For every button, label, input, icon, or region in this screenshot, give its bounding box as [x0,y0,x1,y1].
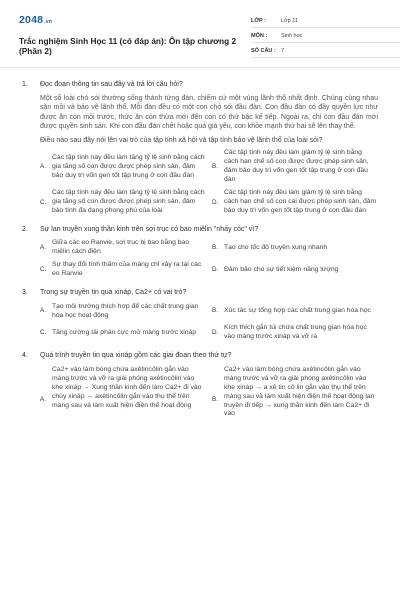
question-header [22,288,378,297]
option-d[interactable] [212,324,378,342]
option-letter: B. [212,163,218,171]
option-d[interactable] [212,261,378,279]
option-letter: C. [40,329,47,337]
question-number: 3. [22,289,28,297]
option-letter: A. [40,244,46,252]
question-text: Quá trình truyền tin qua xináp gồm các giai đoạn theo thứ tự? [40,352,232,360]
option-letter: D. [212,198,219,206]
meta-value: Sinh học [281,32,303,39]
option-letter: B. [212,395,218,403]
option-text: Sự thay đổi tính thấm của màng chỉ xảy ra tại các eo Ranvie [52,261,202,278]
meta-row-count [251,46,400,58]
meta-value: Lớp 11 [281,17,298,24]
option-b[interactable] [212,303,378,321]
option-c[interactable] [40,261,206,279]
logo-text: 2048 [19,14,44,26]
logo-suffix: .vn [44,19,52,25]
meta-key: SỐ CÂU : [251,47,276,54]
page-title: Trắc nghiệm Sinh Học 11 (có đáp án): Ôn tập chương 2 (Phần 2) [19,36,237,57]
option-text: Các tập tính này đều làm giảm tỷ lệ sinh bằng cách hạn chế số con cái được phép sinh sản, đảm bảo duy trì vốn gen tốt tập trung ở con đầu đàn [224,189,377,215]
option-c[interactable] [40,324,206,342]
option-b[interactable] [212,239,378,257]
question-text: Sự lan truyền xung thần kinh trên sợi trục có bao miêlin "nhảy cóc" vì? [40,226,259,234]
option-text: Giữa các eo Ranvie, sợi trục bị bao bằng bao miêlin cách điện [52,239,190,256]
option-text: Ca2+ vào làm bóng chứa axêtincôlin gắn vào màng trước và vỡ ra giải phóng axêtincôlin vào khe xináp → a xê tin cô lin gắn vào thụ thể trên màng sau và làm xuất hiện điện thế hoạt động lan truyền đi tiếp → xung thần kinh đến làm Ca2+ đi vào [224,365,375,418]
option-text: Kích thích gắn túi chứa chất trung gian hóa học vào màng trước xináp và vỡ ra [224,324,367,341]
option-d[interactable] [212,189,378,216]
option-letter: D. [212,266,219,274]
question-3 [22,288,378,342]
answer-options [40,149,378,216]
option-text: Ca2+ vào làm bóng chứa axêtincôlin gắn vào màng trước và vỡ ra giải phóng axêtincôlin vào khe xináp → Xung thần kinh đến làm Ca2+ đi vào chùy xináp → axêtincôlin gắn vào thụ thể trên màng sau và làm xuất hiện điện thế hoạt động [52,365,202,409]
option-text: Tạo môi trường thích hợp để các chất trung gian hóa học hoạt động [52,302,199,319]
option-letter: D. [212,329,219,337]
option-text: Đảm bảo cho sự tiết kiệm năng lượng [224,265,339,273]
question-text: Đọc đoạn thông tin sau đây và trả lời câu hỏi? [40,81,183,88]
option-letter: B. [212,244,218,252]
question-text: Trong sự truyền tin qua xináp, Ca2+ có vai trò? [40,289,187,297]
option-a[interactable] [40,303,206,321]
question-prompt: Điều nào sau đây nói lên vai trò của tập tính xã hội và tập tính bảo vệ lãnh thổ của loài sói? [40,137,323,145]
site-logo[interactable] [19,14,52,28]
option-a[interactable] [40,366,206,420]
option-a[interactable] [40,239,206,257]
question-2 [22,225,378,279]
option-letter: B. [212,307,218,315]
question-4 [22,351,378,419]
option-text: Các tập tính này đều làm tăng tỷ lệ sinh bằng cách gia tăng số con được được phép sinh sản, đảm bảo tính đa dạng phong phú của loài [52,189,205,215]
option-a[interactable] [40,149,206,185]
question-number: 4. [22,352,28,360]
question-list [22,80,378,428]
question-header [22,80,378,89]
answer-options [40,239,378,279]
answer-options [40,303,378,343]
option-text: Tạo cho tốc độ truyền xung nhanh [224,243,328,251]
question-1 [22,80,378,216]
option-text: Tăng cường tái phân cực mở màng trước xináp [52,328,197,336]
option-b[interactable] [212,366,378,420]
option-text: Các tập tính này đều làm giảm tỷ lệ sinh bằng cách hạn chế số con được được phép sinh sản, đảm bảo duy trì vốn gen tốt tập trung ở con đầu đàn [224,149,369,184]
meta-key: LỚP : [251,17,266,24]
option-c[interactable] [40,189,206,216]
option-text: Các tập tính này đều làm tăng tỷ lệ sinh bằng cách gia tăng số con được được phép sinh sản, đảm bảo duy trì vốn gen tốt tập trung ở con đầu đàn [52,153,205,179]
question-number: 2. [22,226,28,234]
option-text: Xúc tác sự tổng hợp các chất trung gian hóa học [224,307,371,315]
option-letter: C. [40,198,47,206]
option-letter: A. [40,163,46,171]
question-header [22,351,378,360]
question-header [22,225,378,234]
option-letter: A. [40,307,46,315]
meta-row-subject [251,31,400,43]
option-letter: C. [40,266,47,274]
meta-table [251,16,400,61]
answer-options [40,366,378,420]
reading-passage: Một số loài chó sói thường sống thành từng đàn, chiếm cứ một vùng lãnh thổ nhất định. Chúng cùng nhau săn mồi và bảo vệ lãnh thổ. Mỗi đàn đều có một con chó sói đầu đàn. Con đầu đàn có đầy quyền lực như được ăn con mồi trước, thức ăn còn thừa mới đến con có thứ bậc kế tiếp. Ngoài ra, chỉ con đầu đàn mới được quyền sinh sản. Khi con đầu đàn chết hoặc quá già yếu, con khỏe mạnh thứ hai sẽ lên thay thế. [40,95,378,130]
question-number: 1. [22,81,28,88]
meta-value: 7 [281,47,285,54]
meta-row-class [251,16,400,28]
meta-key: MÔN : [251,32,268,39]
header-divider [0,67,400,68]
document-header [19,14,381,60]
option-letter: A. [40,395,46,403]
option-b[interactable] [212,149,378,185]
